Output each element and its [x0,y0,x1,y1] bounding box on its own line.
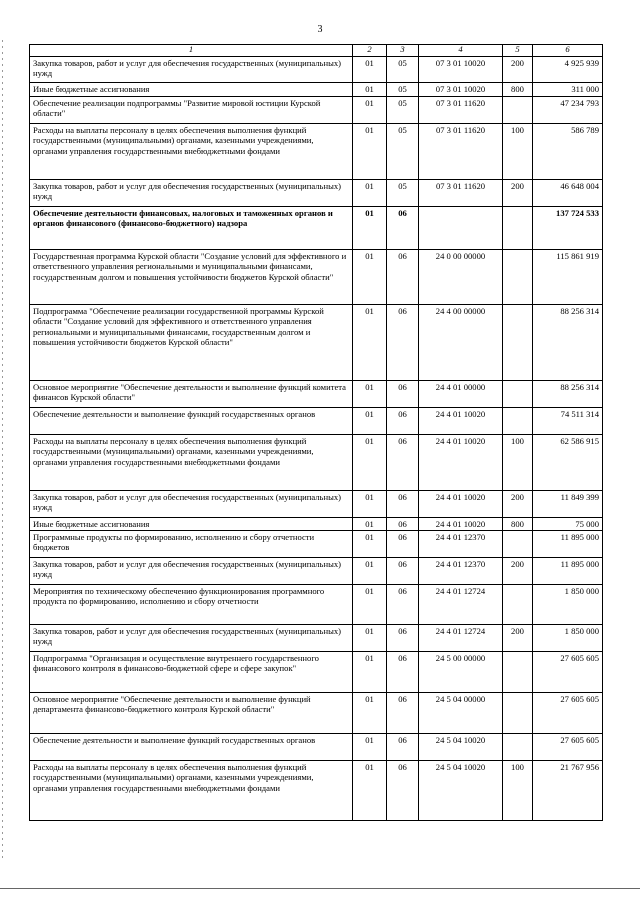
row-amount: 27 605 605 [533,734,603,761]
row-podrazdel: 06 [387,531,419,558]
table-row [30,408,603,435]
row-name: Закупка товаров, работ и услуг для обеспечения государственных (муниципальных) нужд [30,180,353,207]
row-amount: 88 256 314 [533,305,603,381]
row-podrazdel: 06 [387,408,419,435]
row-razdel: 01 [353,491,387,518]
row-target-article: 24 5 04 00000 [419,693,503,734]
row-razdel: 01 [353,625,387,652]
table-row [30,518,603,531]
row-expense-type: 800 [503,518,533,531]
row-podrazdel: 06 [387,207,419,250]
row-name: Закупка товаров, работ и услуг для обеспечения государственных (муниципальных) нужд [30,558,353,585]
row-razdel: 01 [353,558,387,585]
row-amount: 62 586 915 [533,435,603,491]
row-expense-type [503,381,533,408]
row-target-article: 07 3 01 11620 [419,180,503,207]
table-row [30,531,603,558]
row-target-article: 24 4 01 10020 [419,491,503,518]
header-col-4: 4 [419,45,503,57]
row-name: Подпрограмма "Обеспечение реализации государственной программы Курской области "Создание условий для эффективного и ответственного управления региональными и муниципальными финансами, государственным долгом и повышения устойчивости бюджетов Курской области" [30,305,353,381]
table-row [30,558,603,585]
row-target-article: 07 3 01 11620 [419,97,503,124]
row-name: Подпрограмма "Организация и осуществление внутреннего государственного финансового контроля в финансово-бюджетной сфере и сфере закупок" [30,652,353,693]
row-target-article: 24 4 01 12370 [419,531,503,558]
table-row [30,180,603,207]
row-podrazdel: 05 [387,124,419,180]
row-podrazdel: 06 [387,491,419,518]
row-expense-type [503,585,533,625]
header-col-3: 3 [387,45,419,57]
row-name: Расходы на выплаты персоналу в целях обеспечения выполнения функций государственными (муниципальными) органами, казенными учреждениями, органами управления государственными внебюджетными фондами [30,124,353,180]
table-row [30,491,603,518]
row-amount: 46 648 004 [533,180,603,207]
header-col-5: 5 [503,45,533,57]
table-row [30,625,603,652]
row-amount: 1 850 000 [533,585,603,625]
row-target-article: 07 3 01 10020 [419,57,503,83]
row-amount: 137 724 533 [533,207,603,250]
row-target-article [419,207,503,250]
row-name: Иные бюджетные ассигнования [30,83,353,97]
row-name: Иные бюджетные ассигнования [30,518,353,531]
row-amount: 11 895 000 [533,558,603,585]
table-row [30,693,603,734]
table-row [30,652,603,693]
row-target-article: 24 5 00 00000 [419,652,503,693]
row-amount: 27 605 605 [533,693,603,734]
table-row [30,57,603,83]
row-podrazdel: 06 [387,734,419,761]
row-amount: 11 895 000 [533,531,603,558]
row-name: Закупка товаров, работ и услуг для обеспечения государственных (муниципальных) нужд [30,491,353,518]
row-target-article: 24 5 04 10020 [419,734,503,761]
row-name: Программные продукты по формированию, исполнению и сбору отчетности бюджетов [30,531,353,558]
row-target-article: 24 4 01 12724 [419,585,503,625]
table-row [30,124,603,180]
row-podrazdel: 06 [387,305,419,381]
row-podrazdel: 06 [387,585,419,625]
row-razdel: 01 [353,381,387,408]
row-name: Основное мероприятие "Обеспечение деятельности и выполнение функций департамента финансово-бюджетного контроля Курской области" [30,693,353,734]
row-podrazdel: 06 [387,518,419,531]
table-row [30,207,603,250]
row-razdel: 01 [353,305,387,381]
table-row [30,585,603,625]
row-target-article: 24 4 01 10020 [419,408,503,435]
header-col-2: 2 [353,45,387,57]
row-podrazdel: 06 [387,625,419,652]
row-razdel: 01 [353,97,387,124]
header-col-6: 6 [533,45,603,57]
row-amount: 27 605 605 [533,652,603,693]
row-target-article: 24 4 01 12724 [419,625,503,652]
row-podrazdel: 06 [387,250,419,305]
row-target-article: 24 4 01 10020 [419,518,503,531]
row-podrazdel: 06 [387,381,419,408]
row-expense-type [503,408,533,435]
row-target-article: 24 4 01 10020 [419,435,503,491]
row-razdel: 01 [353,83,387,97]
row-target-article: 24 4 00 00000 [419,305,503,381]
row-razdel: 01 [353,57,387,83]
row-target-article: 24 4 01 00000 [419,381,503,408]
row-razdel: 01 [353,207,387,250]
row-expense-type: 100 [503,124,533,180]
row-podrazdel: 05 [387,83,419,97]
row-expense-type: 100 [503,435,533,491]
row-name: Расходы на выплаты персоналу в целях обеспечения выполнения функций государственными (муниципальными) органами, казенными учреждениями, органами управления государственными внебюджетными фондами [30,761,353,821]
row-expense-type [503,305,533,381]
row-amount: 21 767 956 [533,761,603,821]
bottom-rule [0,888,640,889]
table-row [30,305,603,381]
row-amount: 11 849 399 [533,491,603,518]
row-expense-type [503,97,533,124]
row-name: Закупка товаров, работ и услуг для обеспечения государственных (муниципальных) нужд [30,57,353,83]
row-expense-type: 200 [503,625,533,652]
row-amount: 4 925 939 [533,57,603,83]
page-number: 3 [317,24,323,35]
row-podrazdel: 05 [387,180,419,207]
row-target-article: 24 5 04 10020 [419,761,503,821]
row-expense-type [503,693,533,734]
table-row [30,435,603,491]
table-row [30,761,603,821]
row-name: Государственная программа Курской области "Создание условий для эффективного и ответственного управления региональными и муниципальными финансами, государственным долгом и повышения устойчивости бюджетов Курской области" [30,250,353,305]
row-target-article: 24 0 00 00000 [419,250,503,305]
row-amount: 311 000 [533,83,603,97]
row-name: Расходы на выплаты персоналу в целях обеспечения выполнения функций государственными (муниципальными) органами, казенными учреждениями, органами управления государственными внебюджетными фондами [30,435,353,491]
row-razdel: 01 [353,518,387,531]
row-razdel: 01 [353,652,387,693]
row-expense-type: 200 [503,57,533,83]
table-body [30,45,603,821]
row-razdel: 01 [353,734,387,761]
row-razdel: 01 [353,180,387,207]
row-expense-type [503,734,533,761]
row-amount: 75 000 [533,518,603,531]
table-header-row [30,45,603,57]
table-row [30,734,603,761]
row-target-article: 07 3 01 11620 [419,124,503,180]
row-expense-type [503,652,533,693]
row-expense-type: 200 [503,491,533,518]
table-row [30,381,603,408]
row-amount: 88 256 314 [533,381,603,408]
row-target-article: 07 3 01 10020 [419,83,503,97]
row-razdel: 01 [353,408,387,435]
header-col-1: 1 [30,45,353,57]
row-razdel: 01 [353,761,387,821]
row-podrazdel: 06 [387,558,419,585]
row-expense-type [503,207,533,250]
table-row [30,250,603,305]
row-name: Основное мероприятие "Обеспечение деятельности и выполнение функций комитета финансов Курской области" [30,381,353,408]
row-podrazdel: 05 [387,57,419,83]
budget-table [29,44,603,821]
row-name: Обеспечение деятельности и выполнение функций государственных органов [30,408,353,435]
table-row [30,97,603,124]
row-name: Обеспечение деятельности финансовых, налоговых и таможенных органов и органов финансового (финансово-бюджетного) надзора [30,207,353,250]
row-name: Обеспечение деятельности и выполнение функций государственных органов [30,734,353,761]
row-podrazdel: 06 [387,693,419,734]
row-razdel: 01 [353,531,387,558]
row-expense-type: 200 [503,180,533,207]
scan-edge-marks [2,40,3,860]
row-amount: 74 511 314 [533,408,603,435]
row-podrazdel: 05 [387,97,419,124]
row-razdel: 01 [353,124,387,180]
row-name: Мероприятия по техническому обеспечению функционирования программного продукта по формированию, исполнению и сбору отчетности [30,585,353,625]
row-podrazdel: 06 [387,761,419,821]
row-razdel: 01 [353,435,387,491]
row-name: Обеспечение реализации подпрограммы "Развитие мировой юстиции Курской области" [30,97,353,124]
row-podrazdel: 06 [387,435,419,491]
row-expense-type: 200 [503,558,533,585]
row-amount: 115 861 919 [533,250,603,305]
row-razdel: 01 [353,250,387,305]
row-expense-type: 800 [503,83,533,97]
row-razdel: 01 [353,585,387,625]
row-expense-type [503,250,533,305]
row-amount: 586 789 [533,124,603,180]
row-amount: 1 850 000 [533,625,603,652]
row-name: Закупка товаров, работ и услуг для обеспечения государственных (муниципальных) нужд [30,625,353,652]
row-podrazdel: 06 [387,652,419,693]
row-expense-type [503,531,533,558]
row-amount: 47 234 793 [533,97,603,124]
row-razdel: 01 [353,693,387,734]
table-row [30,83,603,97]
row-target-article: 24 4 01 12370 [419,558,503,585]
row-expense-type: 100 [503,761,533,821]
